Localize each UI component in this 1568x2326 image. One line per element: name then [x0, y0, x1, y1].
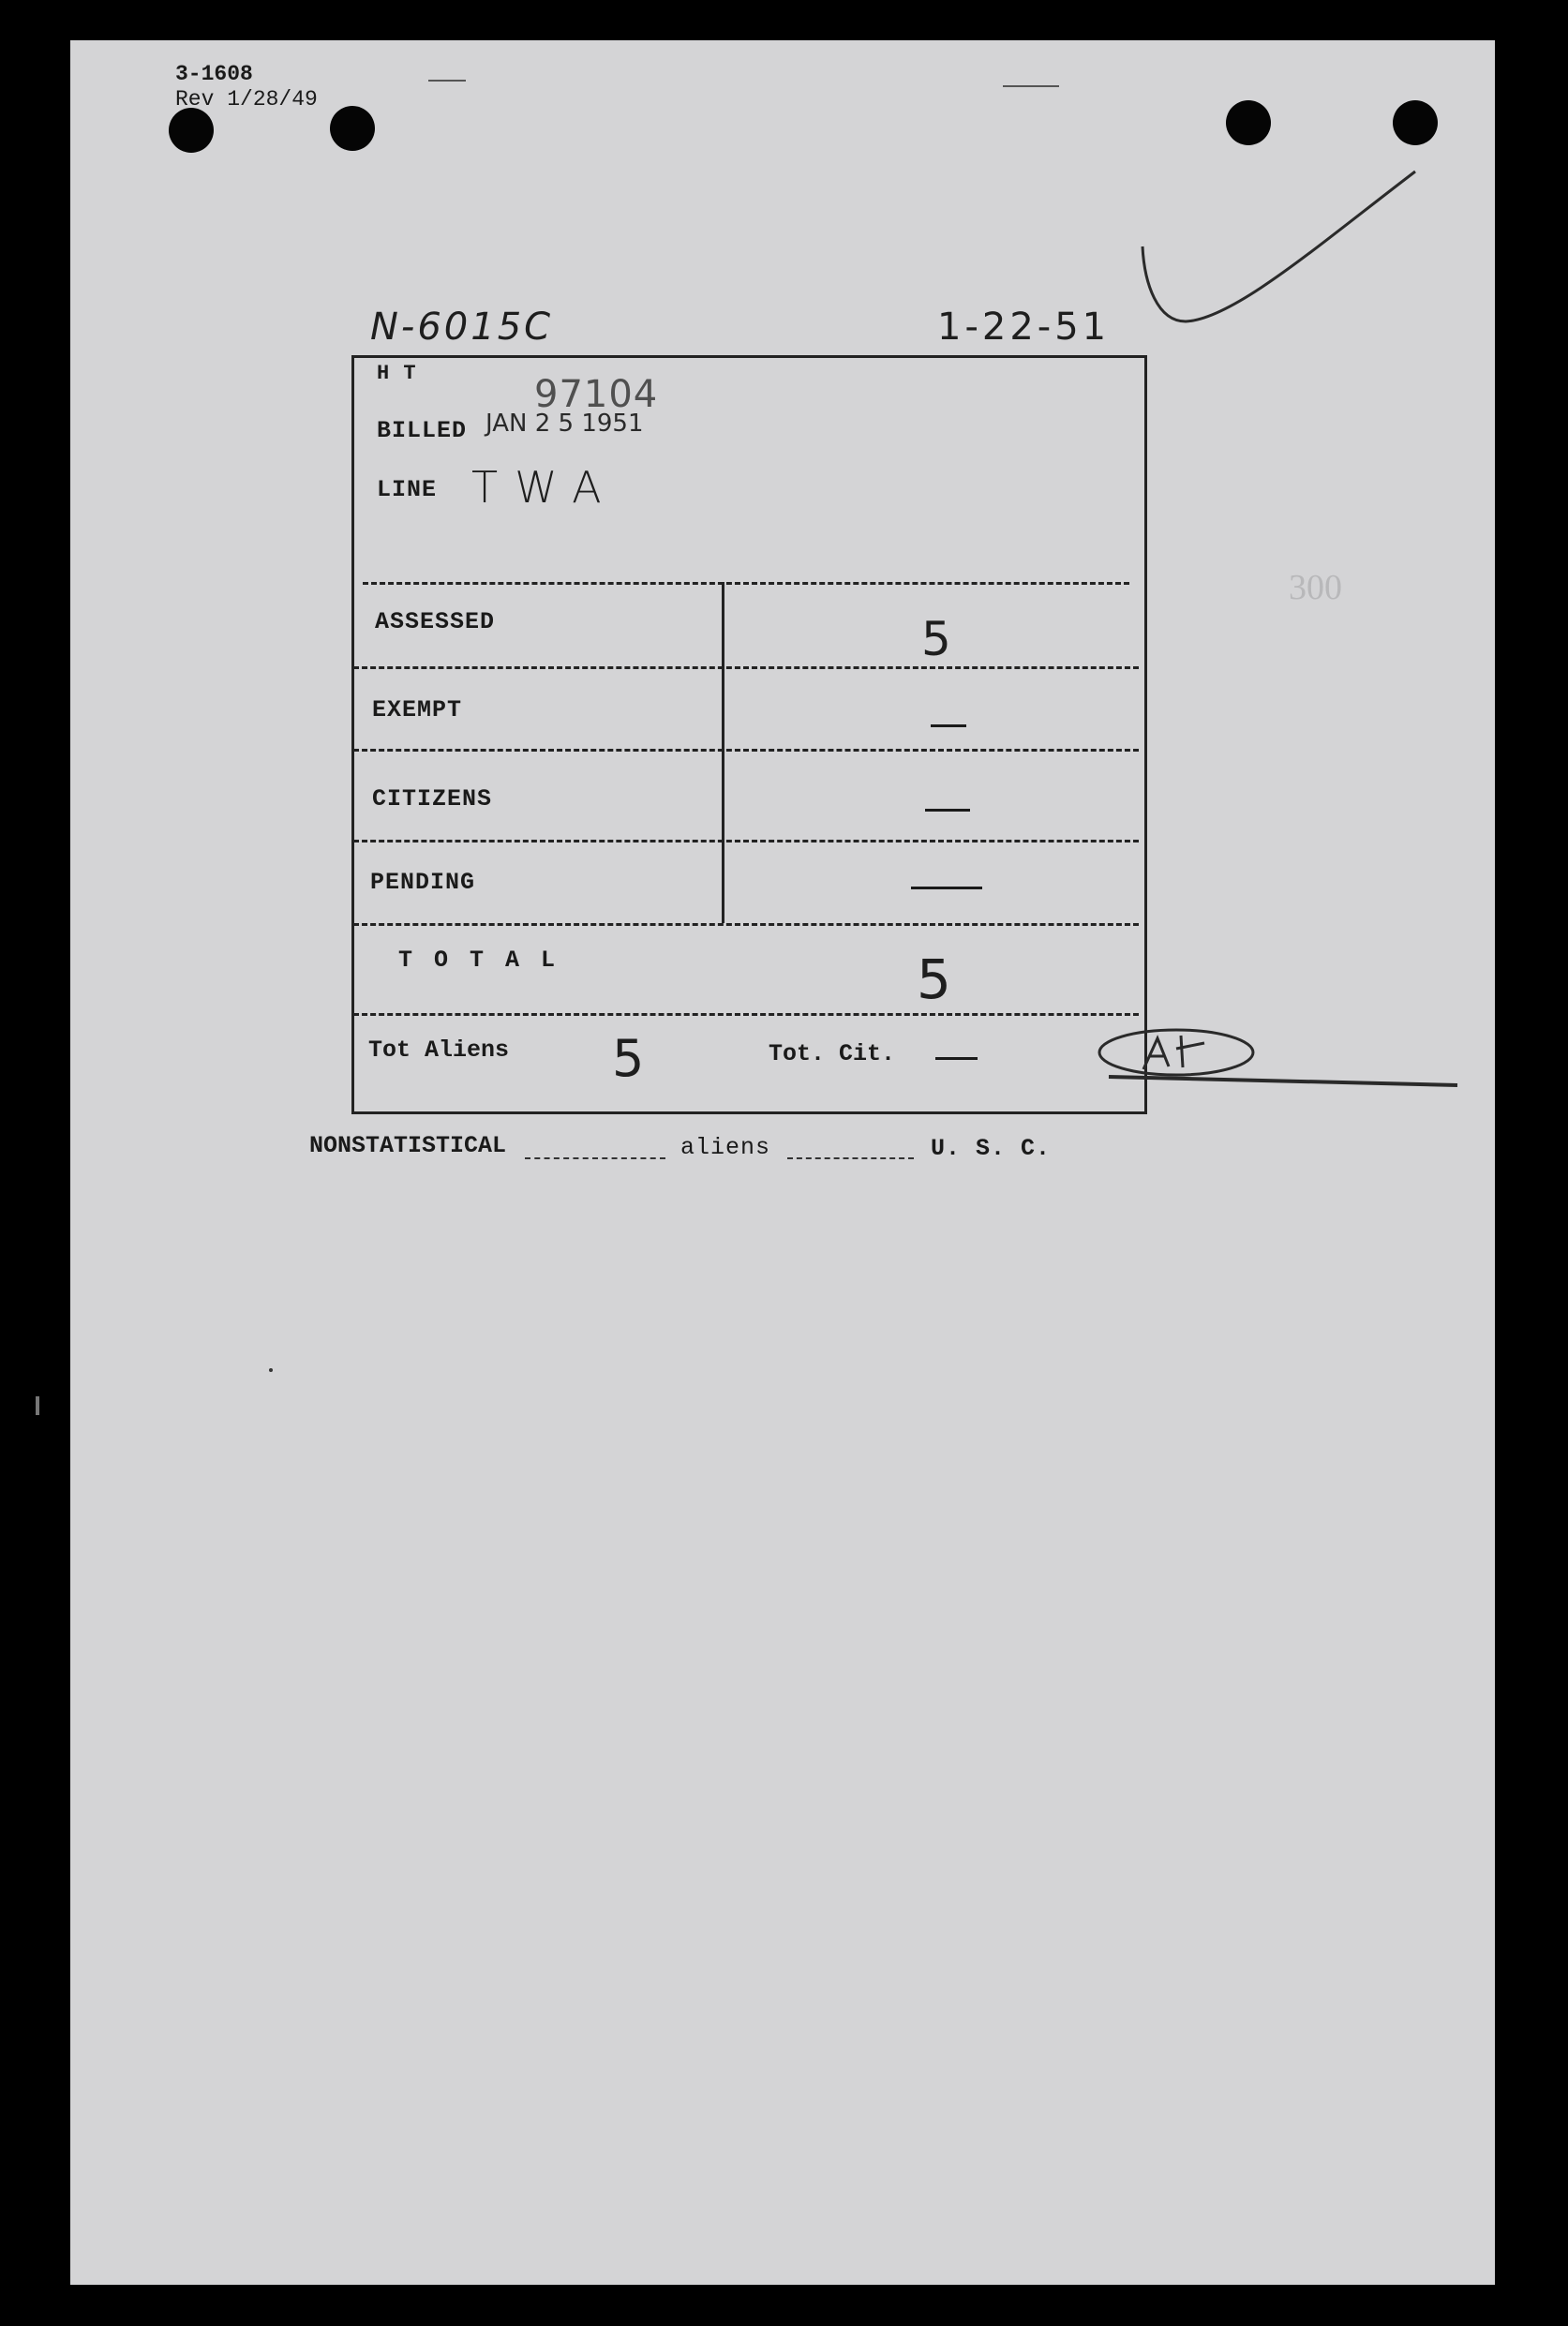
tot-aliens-label: Tot Aliens	[368, 1036, 510, 1064]
flight-number: N-6015C	[370, 306, 554, 349]
row-value-assessed: 5	[921, 612, 951, 666]
ht-label: H T	[377, 362, 417, 385]
row-label-assessed: ASSESSED	[375, 608, 496, 635]
nonstat-label: NONSTATISTICAL	[309, 1132, 507, 1159]
punch-hole	[1226, 100, 1271, 145]
billed-label: BILLED	[377, 417, 468, 444]
tot-cit-label: Tot. Cit.	[769, 1040, 896, 1067]
form-revision: Rev 1/28/49	[175, 87, 318, 112]
margin-number: 300	[1289, 568, 1342, 607]
row-label-citizens: CITIZENS	[372, 785, 493, 813]
divider	[353, 1013, 1139, 1016]
speck	[269, 1368, 273, 1372]
aliens-blank	[787, 1157, 914, 1159]
initials-signature	[1092, 1024, 1467, 1099]
faint-mark	[1003, 85, 1059, 87]
divider	[353, 840, 1139, 842]
divider	[363, 582, 1129, 585]
row-value-citizens	[925, 809, 970, 812]
row-label-pending: PENDING	[370, 869, 476, 896]
punch-hole	[169, 108, 214, 153]
divider	[353, 923, 1139, 926]
row-label-exempt: EXEMPT	[372, 696, 463, 723]
line-value: TWA	[471, 462, 619, 513]
usc-label: U. S. C.	[931, 1135, 1052, 1162]
row-value-exempt	[931, 724, 966, 727]
billed-date: JAN 2 5 1951	[485, 410, 644, 438]
tot-cit-value	[935, 1057, 978, 1060]
divider	[353, 749, 1139, 752]
date-handwritten: 1-22-51	[937, 306, 1111, 349]
divider	[353, 666, 1139, 669]
total-value: 5	[917, 947, 951, 1011]
form-number: 3-1608	[175, 62, 253, 86]
document-page	[70, 40, 1495, 2285]
aliens-label: aliens	[680, 1134, 771, 1161]
edge-mark	[36, 1396, 39, 1415]
check-mark-icon	[1129, 162, 1486, 378]
line-label: LINE	[377, 476, 438, 503]
faint-mark	[428, 80, 466, 82]
nonstat-blank	[525, 1157, 665, 1159]
total-label: T O T A L	[398, 947, 560, 974]
stamp-number: 97104	[534, 373, 659, 416]
column-divider	[722, 582, 724, 923]
tot-aliens-value: 5	[612, 1029, 645, 1088]
punch-hole	[330, 106, 375, 151]
row-value-pending	[911, 887, 982, 889]
punch-hole	[1393, 100, 1438, 145]
